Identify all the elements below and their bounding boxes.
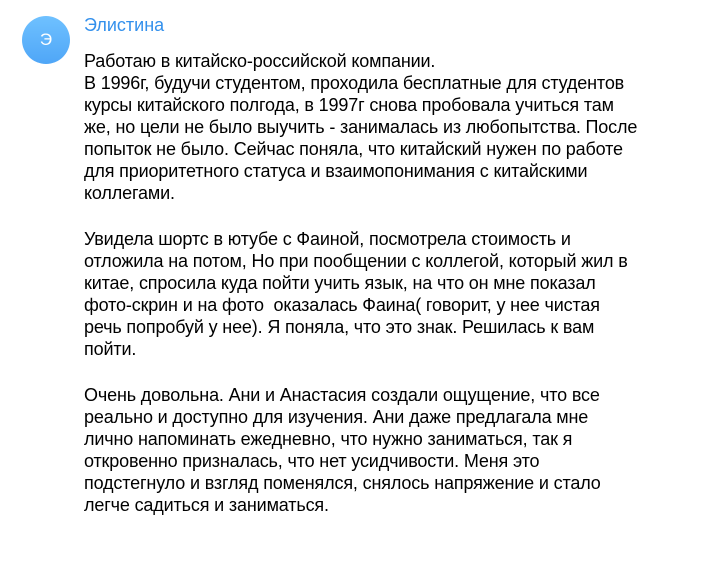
message-paragraph-2: Увидела шортс в ютубе с Фаиной, посмотрела стоимость и отложила на потом, Но при пообщении с коллегой, который жил в китае, спросила куда пойти учить язык, на что он мне показал фото-скрин и на фото оказалась Фаина( говорит, у нее чистая речь попробуй у нее). Я поняла, что это знак. Решилась к вам пойти. xyxy=(84,229,628,359)
message-paragraph-1: Работаю в китайско-российской компании. В 1996г, будучи студентом, проходила бесплатные для студентов курсы китайского полгода, в 1997г снова пробовала учиться там же, но цели не было выучить - занималась из любопытства. После попыток не было. Сейчас поняла, что китайский нужен по работе для приоритетного статуса и взаимопонимания с китайскими коллегами. xyxy=(84,51,638,203)
avatar[interactable]: Э xyxy=(22,16,70,64)
message-paragraph-3: Очень довольна. Ани и Анастасия создали ощущение, что все реально и доступно для изучения. Ани даже предлагала мне лично напоминать ежедневно, что нужно заниматься, так я откровенно призналась, что нет усидчивости. Меня это подстегнуло и взгляд поменялся, снялось напряжение и стало легче садиться и заниматься. xyxy=(84,385,601,515)
message-text xyxy=(84,50,702,516)
author-name[interactable]: Элистина xyxy=(84,15,165,35)
